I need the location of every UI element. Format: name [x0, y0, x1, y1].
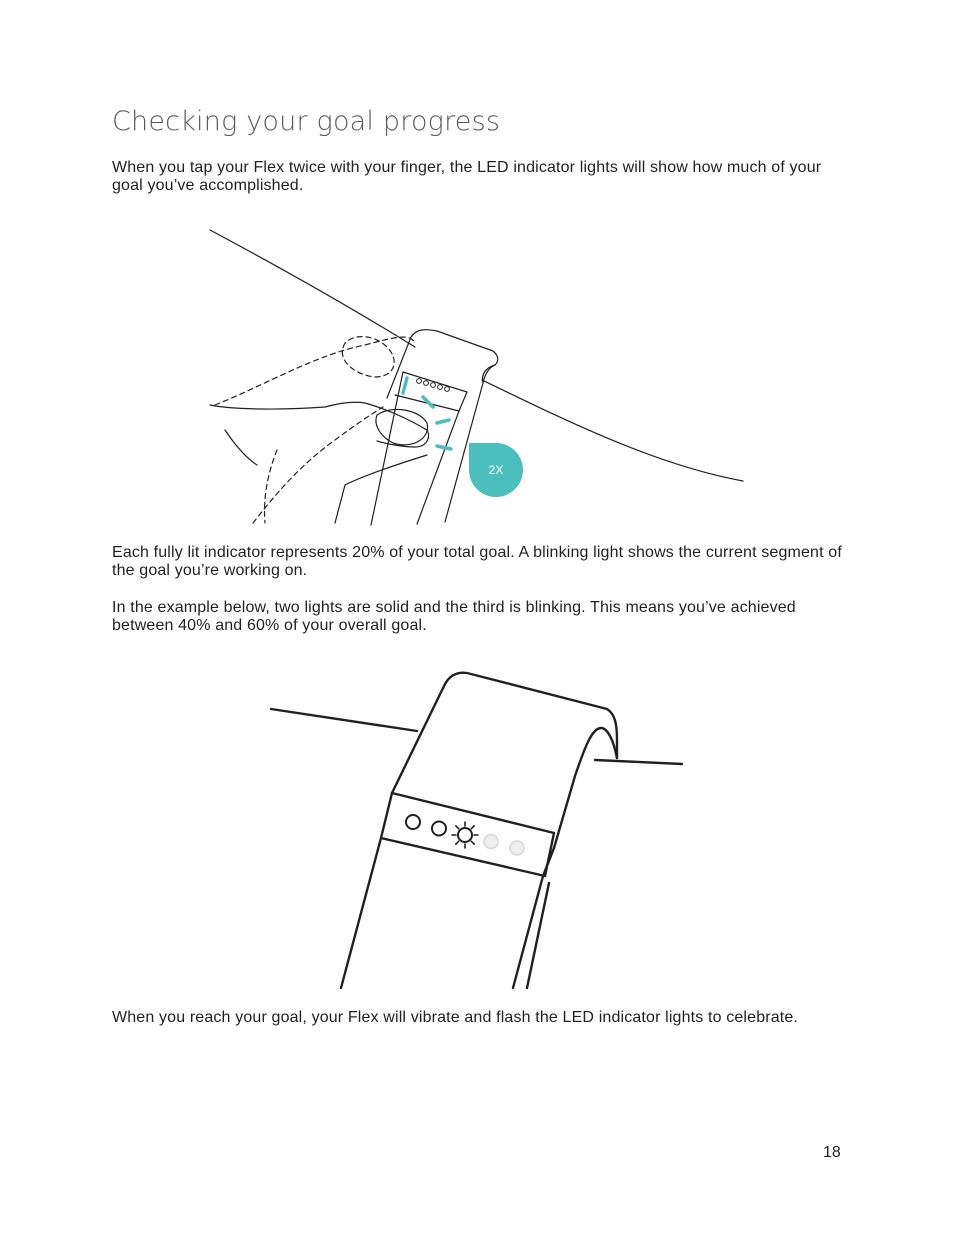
indicator-lights-illustration — [265, 668, 690, 993]
tap-motion-mark-3 — [437, 420, 449, 423]
band-front-edge — [417, 392, 467, 524]
dashed-finger-lower — [253, 407, 383, 523]
blink-ray — [456, 841, 459, 844]
paragraph-goal-reached: When you reach your goal, your Flex will vibrate and flash the LED indicator lights to celebrate. — [112, 1009, 799, 1026]
tap-led-3 — [431, 383, 436, 388]
tap-led-2 — [424, 381, 429, 386]
tap-led-4 — [438, 385, 443, 390]
dashed-thumb — [342, 337, 394, 377]
blink-ray — [456, 826, 459, 829]
band-top-outline — [392, 673, 617, 793]
finger-nail — [376, 409, 428, 444]
tap-motion-mark-1 — [403, 378, 407, 393]
dashed-hand-upper — [215, 337, 415, 405]
indicator-light-2-solid — [432, 822, 446, 836]
dashed-palm — [265, 450, 278, 523]
wrist-line-left — [271, 709, 417, 731]
double-tap-badge — [469, 443, 523, 497]
band-left-side — [341, 793, 392, 988]
band-inner-edge — [483, 365, 496, 383]
paragraph-tap-intro: When you tap your Flex twice with your finger, the LED indicator lights will show how much of your goal you’ve accomplished. — [112, 159, 822, 194]
band-inner-loop — [554, 728, 617, 848]
indicator-light-1-solid — [406, 815, 420, 829]
tap-twice-illustration — [205, 225, 750, 530]
tap-motion-mark-4 — [437, 446, 451, 449]
indicator-light-4-off — [484, 835, 498, 849]
double-tap-badge-label: 2X — [488, 463, 504, 477]
band-display-top — [403, 372, 467, 392]
band-left-edge — [371, 372, 403, 525]
paragraph-indicator-meaning: Each fully lit indicator represents 20% of your total goal. A blinking light shows the current segment of the goal you’re working on. — [112, 544, 842, 579]
wrist-upper-line-left — [210, 230, 415, 347]
tap-led-5 — [445, 387, 450, 392]
page-title: Checking your goal progress — [112, 106, 501, 137]
tap-led-1 — [417, 379, 422, 384]
lower-hand-line — [335, 455, 427, 523]
paragraph-example: In the example below, two lights are solid and the third is blinking. This means you’ve achieved between 40% and 60% of your overall goal. — [112, 599, 796, 634]
palm-curve — [225, 430, 257, 465]
blink-ray — [471, 841, 474, 844]
indicator-light-3-blinking — [452, 822, 478, 848]
blink-ray — [471, 826, 474, 829]
band-outline — [387, 330, 498, 522]
indicator-light-5-off — [510, 841, 524, 855]
wrist-line-right — [595, 760, 682, 764]
page-number: 18 — [823, 1144, 841, 1161]
